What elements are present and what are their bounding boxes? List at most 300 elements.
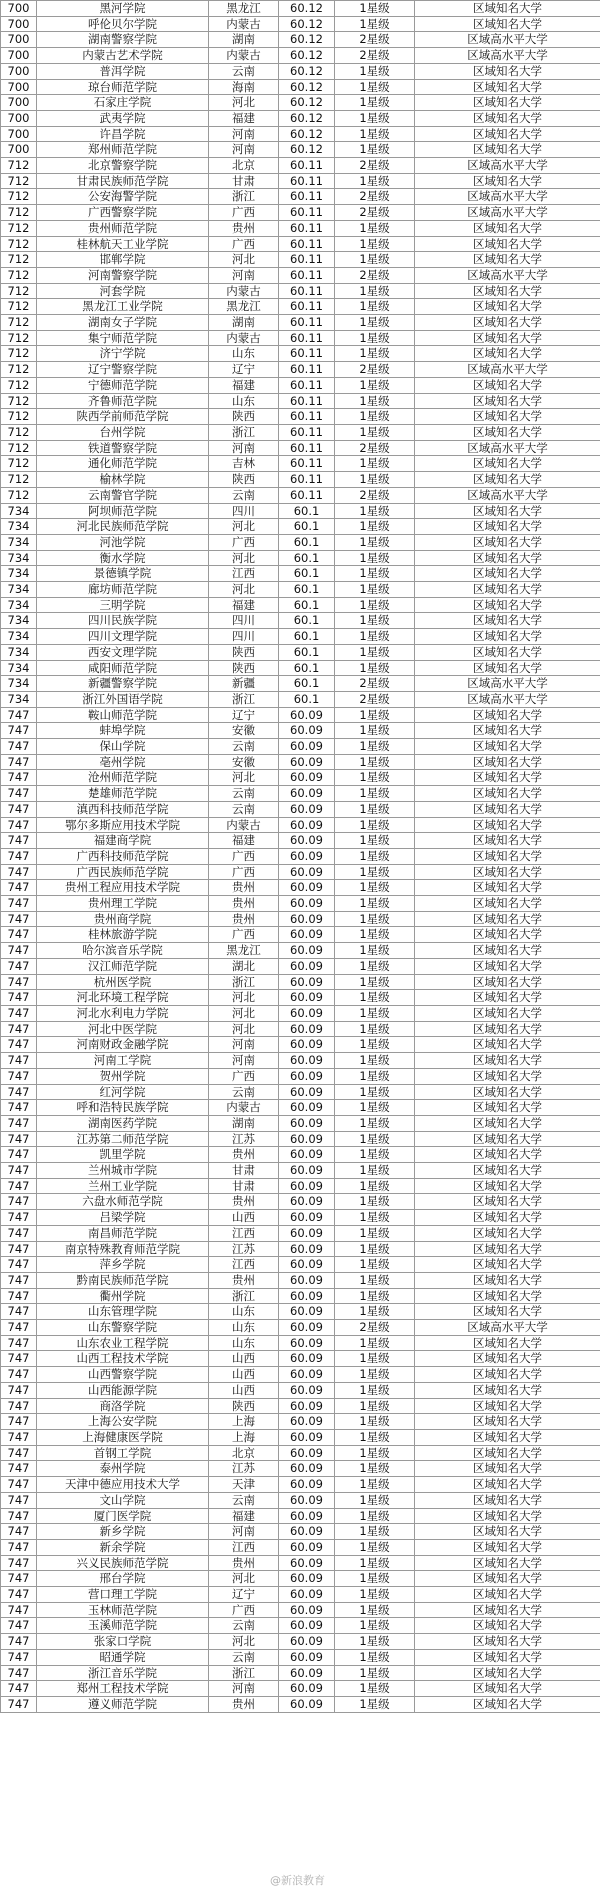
star-level-cell: 1星级 xyxy=(335,833,415,849)
score-cell: 60.11 xyxy=(279,393,335,409)
tier-cell: 区域知名大学 xyxy=(415,644,600,660)
tier-cell: 区域知名大学 xyxy=(415,958,600,974)
score-cell: 60.09 xyxy=(279,1320,335,1336)
school-name-cell: 兰州工业学院 xyxy=(37,1178,209,1194)
rank-cell: 712 xyxy=(1,252,37,268)
rank-cell: 747 xyxy=(1,770,37,786)
star-level-cell: 1星级 xyxy=(335,283,415,299)
school-name-cell: 新疆警察学院 xyxy=(37,676,209,692)
score-cell: 60.11 xyxy=(279,456,335,472)
score-cell: 60.12 xyxy=(279,79,335,95)
rank-cell: 712 xyxy=(1,424,37,440)
province-cell: 河北 xyxy=(209,990,279,1006)
school-name-cell: 玉溪师范学院 xyxy=(37,1618,209,1634)
star-level-cell: 1星级 xyxy=(335,1602,415,1618)
province-cell: 天津 xyxy=(209,1477,279,1493)
tier-cell: 区域知名大学 xyxy=(415,1398,600,1414)
star-level-cell: 2星级 xyxy=(335,267,415,283)
table-row xyxy=(1,754,600,770)
province-cell: 山西 xyxy=(209,1382,279,1398)
rank-cell: 734 xyxy=(1,534,37,550)
school-name-cell: 山西警察学院 xyxy=(37,1367,209,1383)
tier-cell: 区域知名大学 xyxy=(415,1571,600,1587)
score-cell: 60.12 xyxy=(279,48,335,64)
table-row xyxy=(1,1398,600,1414)
province-cell: 辽宁 xyxy=(209,362,279,378)
rank-cell: 747 xyxy=(1,1257,37,1273)
table-row xyxy=(1,409,600,425)
school-name-cell: 黑河学院 xyxy=(37,1,209,17)
school-name-cell: 商洛学院 xyxy=(37,1398,209,1414)
table-row xyxy=(1,739,600,755)
province-cell: 四川 xyxy=(209,613,279,629)
table-row xyxy=(1,1429,600,1445)
score-cell: 60.09 xyxy=(279,1037,335,1053)
school-name-cell: 河北环境工程学院 xyxy=(37,990,209,1006)
rank-cell: 712 xyxy=(1,346,37,362)
table-row xyxy=(1,958,600,974)
school-name-cell: 云南警官学院 xyxy=(37,487,209,503)
school-name-cell: 黑龙江工业学院 xyxy=(37,299,209,315)
star-level-cell: 1星级 xyxy=(335,707,415,723)
school-name-cell: 西安文理学院 xyxy=(37,644,209,660)
tier-cell: 区域知名大学 xyxy=(415,786,600,802)
rank-cell: 747 xyxy=(1,1320,37,1336)
star-level-cell: 1星级 xyxy=(335,424,415,440)
tier-cell: 区域知名大学 xyxy=(415,330,600,346)
tier-cell: 区域知名大学 xyxy=(415,1084,600,1100)
rank-cell: 712 xyxy=(1,330,37,346)
rank-cell: 747 xyxy=(1,1084,37,1100)
tier-cell: 区域知名大学 xyxy=(415,1,600,17)
table-row xyxy=(1,519,600,535)
province-cell: 内蒙古 xyxy=(209,1100,279,1116)
province-cell: 甘肃 xyxy=(209,1178,279,1194)
table-row xyxy=(1,1115,600,1131)
score-cell: 60.11 xyxy=(279,377,335,393)
star-level-cell: 1星级 xyxy=(335,236,415,252)
rank-cell: 734 xyxy=(1,660,37,676)
tier-cell: 区域知名大学 xyxy=(415,1257,600,1273)
rank-cell: 712 xyxy=(1,440,37,456)
table-row xyxy=(1,880,600,896)
score-cell: 60.09 xyxy=(279,1634,335,1650)
province-cell: 江西 xyxy=(209,1539,279,1555)
school-name-cell: 昭通学院 xyxy=(37,1649,209,1665)
rank-cell: 747 xyxy=(1,1649,37,1665)
score-cell: 60.09 xyxy=(279,1555,335,1571)
rank-cell: 734 xyxy=(1,550,37,566)
rank-cell: 712 xyxy=(1,393,37,409)
score-cell: 60.09 xyxy=(279,911,335,927)
table-row xyxy=(1,79,600,95)
tier-cell: 区域知名大学 xyxy=(415,1288,600,1304)
tier-cell: 区域知名大学 xyxy=(415,817,600,833)
score-cell: 60.09 xyxy=(279,1194,335,1210)
star-level-cell: 1星级 xyxy=(335,173,415,189)
score-cell: 60.11 xyxy=(279,189,335,205)
tier-cell: 区域知名大学 xyxy=(415,1367,600,1383)
star-level-cell: 1星级 xyxy=(335,110,415,126)
rank-cell: 712 xyxy=(1,472,37,488)
table-row xyxy=(1,1021,600,1037)
school-name-cell: 呼和浩特民族学院 xyxy=(37,1100,209,1116)
star-level-cell: 1星级 xyxy=(335,1618,415,1634)
score-cell: 60.09 xyxy=(279,1147,335,1163)
province-cell: 浙江 xyxy=(209,1665,279,1681)
province-cell: 河南 xyxy=(209,126,279,142)
table-row xyxy=(1,377,600,393)
tier-cell: 区域知名大学 xyxy=(415,566,600,582)
rank-cell: 700 xyxy=(1,126,37,142)
school-name-cell: 贵州商学院 xyxy=(37,911,209,927)
province-cell: 福建 xyxy=(209,597,279,613)
rank-cell: 747 xyxy=(1,1539,37,1555)
table-row xyxy=(1,1288,600,1304)
star-level-cell: 1星级 xyxy=(335,1210,415,1226)
province-cell: 河北 xyxy=(209,770,279,786)
province-cell: 北京 xyxy=(209,158,279,174)
star-level-cell: 1星级 xyxy=(335,1147,415,1163)
province-cell: 上海 xyxy=(209,1414,279,1430)
rank-cell: 747 xyxy=(1,833,37,849)
score-cell: 60.09 xyxy=(279,707,335,723)
school-name-cell: 湖南警察学院 xyxy=(37,32,209,48)
score-cell: 60.1 xyxy=(279,676,335,692)
score-cell: 60.1 xyxy=(279,644,335,660)
rank-cell: 747 xyxy=(1,1367,37,1383)
school-name-cell: 郑州工程技术学院 xyxy=(37,1681,209,1697)
star-level-cell: 1星级 xyxy=(335,1053,415,1069)
province-cell: 江苏 xyxy=(209,1241,279,1257)
tier-cell: 区域知名大学 xyxy=(415,393,600,409)
rank-cell: 747 xyxy=(1,1241,37,1257)
star-level-cell: 2星级 xyxy=(335,1320,415,1336)
rank-cell: 747 xyxy=(1,1037,37,1053)
tier-cell: 区域知名大学 xyxy=(415,236,600,252)
tier-cell: 区域知名大学 xyxy=(415,1021,600,1037)
school-name-cell: 南昌师范学院 xyxy=(37,1225,209,1241)
province-cell: 辽宁 xyxy=(209,1587,279,1603)
rank-cell: 700 xyxy=(1,79,37,95)
table-row xyxy=(1,534,600,550)
star-level-cell: 1星级 xyxy=(335,566,415,582)
school-name-cell: 浙江音乐学院 xyxy=(37,1665,209,1681)
rank-cell: 747 xyxy=(1,1272,37,1288)
score-cell: 60.12 xyxy=(279,63,335,79)
table-row xyxy=(1,896,600,912)
tier-cell: 区域知名大学 xyxy=(415,597,600,613)
rank-cell: 747 xyxy=(1,1461,37,1477)
star-level-cell: 1星级 xyxy=(335,1508,415,1524)
tier-cell: 区域知名大学 xyxy=(415,1163,600,1179)
province-cell: 甘肃 xyxy=(209,1163,279,1179)
table-row xyxy=(1,1571,600,1587)
star-level-cell: 1星级 xyxy=(335,330,415,346)
rank-cell: 747 xyxy=(1,1021,37,1037)
score-cell: 60.09 xyxy=(279,1100,335,1116)
score-cell: 60.1 xyxy=(279,613,335,629)
tier-cell: 区域知名大学 xyxy=(415,173,600,189)
score-cell: 60.12 xyxy=(279,1,335,17)
score-cell: 60.11 xyxy=(279,472,335,488)
score-cell: 60.09 xyxy=(279,1288,335,1304)
score-cell: 60.09 xyxy=(279,1335,335,1351)
rank-cell: 747 xyxy=(1,927,37,943)
province-cell: 福建 xyxy=(209,833,279,849)
star-level-cell: 1星级 xyxy=(335,1351,415,1367)
tier-cell: 区域高水平大学 xyxy=(415,158,600,174)
school-name-cell: 湖南女子学院 xyxy=(37,315,209,331)
rank-cell: 734 xyxy=(1,597,37,613)
province-cell: 云南 xyxy=(209,1649,279,1665)
school-name-cell: 保山学院 xyxy=(37,739,209,755)
school-name-cell: 兴义民族师范学院 xyxy=(37,1555,209,1571)
province-cell: 湖南 xyxy=(209,32,279,48)
province-cell: 广西 xyxy=(209,1602,279,1618)
school-name-cell: 湖南医药学院 xyxy=(37,1115,209,1131)
table-row xyxy=(1,1524,600,1540)
table-row xyxy=(1,644,600,660)
star-level-cell: 1星级 xyxy=(335,1524,415,1540)
school-name-cell: 通化师范学院 xyxy=(37,456,209,472)
tier-cell: 区域知名大学 xyxy=(415,927,600,943)
tier-cell: 区域高水平大学 xyxy=(415,32,600,48)
tier-cell: 区域知名大学 xyxy=(415,1524,600,1540)
table-row xyxy=(1,110,600,126)
province-cell: 河南 xyxy=(209,440,279,456)
star-level-cell: 1星级 xyxy=(335,911,415,927)
school-name-cell: 廊坊师范学院 xyxy=(37,582,209,598)
rank-cell: 747 xyxy=(1,911,37,927)
score-cell: 60.11 xyxy=(279,299,335,315)
province-cell: 湖南 xyxy=(209,1115,279,1131)
rank-cell: 712 xyxy=(1,456,37,472)
tier-cell: 区域知名大学 xyxy=(415,472,600,488)
province-cell: 云南 xyxy=(209,487,279,503)
score-cell: 60.09 xyxy=(279,1665,335,1681)
rank-cell: 712 xyxy=(1,205,37,221)
rank-cell: 712 xyxy=(1,220,37,236)
rank-cell: 747 xyxy=(1,1524,37,1540)
score-cell: 60.09 xyxy=(279,1257,335,1273)
star-level-cell: 2星级 xyxy=(335,487,415,503)
score-cell: 60.09 xyxy=(279,1571,335,1587)
school-name-cell: 兰州城市学院 xyxy=(37,1163,209,1179)
tier-cell: 区域知名大学 xyxy=(415,1178,600,1194)
score-cell: 60.09 xyxy=(279,1508,335,1524)
star-level-cell: 1星级 xyxy=(335,63,415,79)
star-level-cell: 1星级 xyxy=(335,644,415,660)
tier-cell: 区域知名大学 xyxy=(415,911,600,927)
school-name-cell: 阿坝师范学院 xyxy=(37,503,209,519)
province-cell: 贵州 xyxy=(209,1696,279,1712)
table-row xyxy=(1,267,600,283)
tier-cell: 区域高水平大学 xyxy=(415,189,600,205)
table-row xyxy=(1,1241,600,1257)
tier-cell: 区域知名大学 xyxy=(415,1445,600,1461)
table-row xyxy=(1,1006,600,1022)
school-name-cell: 贺州学院 xyxy=(37,1068,209,1084)
tier-cell: 区域知名大学 xyxy=(415,1555,600,1571)
score-cell: 60.09 xyxy=(279,739,335,755)
province-cell: 山东 xyxy=(209,1320,279,1336)
province-cell: 云南 xyxy=(209,1084,279,1100)
tier-cell: 区域知名大学 xyxy=(415,1665,600,1681)
tier-cell: 区域知名大学 xyxy=(415,503,600,519)
table-row xyxy=(1,1147,600,1163)
score-cell: 60.12 xyxy=(279,126,335,142)
tier-cell: 区域知名大学 xyxy=(415,1461,600,1477)
table-row xyxy=(1,330,600,346)
school-name-cell: 河北民族师范学院 xyxy=(37,519,209,535)
school-name-cell: 鄂尔多斯应用技术学院 xyxy=(37,817,209,833)
star-level-cell: 1星级 xyxy=(335,1555,415,1571)
table-row xyxy=(1,927,600,943)
tier-cell: 区域知名大学 xyxy=(415,1225,600,1241)
rank-cell: 734 xyxy=(1,629,37,645)
table-row xyxy=(1,362,600,378)
rank-cell: 734 xyxy=(1,644,37,660)
rank-cell: 747 xyxy=(1,1414,37,1430)
province-cell: 陕西 xyxy=(209,660,279,676)
school-name-cell: 三明学院 xyxy=(37,597,209,613)
score-cell: 60.09 xyxy=(279,1163,335,1179)
rank-cell: 747 xyxy=(1,723,37,739)
province-cell: 内蒙古 xyxy=(209,330,279,346)
rank-cell: 747 xyxy=(1,1429,37,1445)
school-name-cell: 贵州师范学院 xyxy=(37,220,209,236)
tier-cell: 区域知名大学 xyxy=(415,79,600,95)
star-level-cell: 1星级 xyxy=(335,126,415,142)
star-level-cell: 1星级 xyxy=(335,660,415,676)
table-row xyxy=(1,1508,600,1524)
table-row xyxy=(1,676,600,692)
tier-cell: 区域知名大学 xyxy=(415,1147,600,1163)
table-row xyxy=(1,613,600,629)
star-level-cell: 1星级 xyxy=(335,519,415,535)
school-name-cell: 河北水利电力学院 xyxy=(37,1006,209,1022)
table-row xyxy=(1,1335,600,1351)
province-cell: 贵州 xyxy=(209,896,279,912)
rank-cell: 734 xyxy=(1,691,37,707)
star-level-cell: 1星级 xyxy=(335,1304,415,1320)
province-cell: 贵州 xyxy=(209,880,279,896)
tier-cell: 区域高水平大学 xyxy=(415,205,600,221)
province-cell: 河南 xyxy=(209,142,279,158)
score-cell: 60.09 xyxy=(279,833,335,849)
rank-cell: 700 xyxy=(1,32,37,48)
school-name-cell: 呼伦贝尔学院 xyxy=(37,16,209,32)
score-cell: 60.09 xyxy=(279,1131,335,1147)
rank-cell: 747 xyxy=(1,943,37,959)
table-row xyxy=(1,848,600,864)
school-name-cell: 四川民族学院 xyxy=(37,613,209,629)
tier-cell: 区域知名大学 xyxy=(415,1037,600,1053)
school-name-cell: 杭州医学院 xyxy=(37,974,209,990)
rank-cell: 712 xyxy=(1,362,37,378)
tier-cell: 区域知名大学 xyxy=(415,142,600,158)
table-row xyxy=(1,48,600,64)
school-name-cell: 红河学院 xyxy=(37,1084,209,1100)
school-name-cell: 张家口学院 xyxy=(37,1634,209,1650)
table-row xyxy=(1,63,600,79)
table-row xyxy=(1,1257,600,1273)
table-row xyxy=(1,1602,600,1618)
province-cell: 河南 xyxy=(209,267,279,283)
rank-cell: 700 xyxy=(1,95,37,111)
score-cell: 60.11 xyxy=(279,409,335,425)
tier-cell: 区域知名大学 xyxy=(415,315,600,331)
rank-cell: 747 xyxy=(1,1163,37,1179)
school-name-cell: 遵义师范学院 xyxy=(37,1696,209,1712)
tier-cell: 区域高水平大学 xyxy=(415,676,600,692)
rank-cell: 700 xyxy=(1,142,37,158)
school-name-cell: 榆林学院 xyxy=(37,472,209,488)
table-row xyxy=(1,1053,600,1069)
tier-cell: 区域知名大学 xyxy=(415,346,600,362)
table-row xyxy=(1,16,600,32)
school-name-cell: 哈尔滨音乐学院 xyxy=(37,943,209,959)
tier-cell: 区域知名大学 xyxy=(415,1508,600,1524)
province-cell: 广西 xyxy=(209,927,279,943)
score-cell: 60.11 xyxy=(279,236,335,252)
table-row xyxy=(1,1665,600,1681)
score-cell: 60.09 xyxy=(279,786,335,802)
tier-cell: 区域知名大学 xyxy=(415,519,600,535)
tier-cell: 区域知名大学 xyxy=(415,1194,600,1210)
province-cell: 河北 xyxy=(209,95,279,111)
province-cell: 河北 xyxy=(209,1571,279,1587)
star-level-cell: 1星级 xyxy=(335,1257,415,1273)
table-row xyxy=(1,283,600,299)
province-cell: 广西 xyxy=(209,236,279,252)
score-cell: 60.11 xyxy=(279,346,335,362)
star-level-cell: 1星级 xyxy=(335,1367,415,1383)
school-name-cell: 河南工学院 xyxy=(37,1053,209,1069)
province-cell: 北京 xyxy=(209,1445,279,1461)
star-level-cell: 1星级 xyxy=(335,974,415,990)
rank-cell: 747 xyxy=(1,1587,37,1603)
table-row xyxy=(1,1304,600,1320)
score-cell: 60.09 xyxy=(279,1414,335,1430)
school-name-cell: 衢州学院 xyxy=(37,1288,209,1304)
table-row xyxy=(1,189,600,205)
tier-cell: 区域知名大学 xyxy=(415,1618,600,1634)
table-row xyxy=(1,723,600,739)
score-cell: 60.09 xyxy=(279,1649,335,1665)
tier-cell: 区域知名大学 xyxy=(415,896,600,912)
rank-cell: 747 xyxy=(1,817,37,833)
star-level-cell: 2星级 xyxy=(335,158,415,174)
table-row xyxy=(1,158,600,174)
score-cell: 60.12 xyxy=(279,110,335,126)
province-cell: 陕西 xyxy=(209,472,279,488)
province-cell: 内蒙古 xyxy=(209,48,279,64)
table-row xyxy=(1,205,600,221)
province-cell: 陕西 xyxy=(209,409,279,425)
table-row xyxy=(1,629,600,645)
score-cell: 60.1 xyxy=(279,582,335,598)
province-cell: 河北 xyxy=(209,582,279,598)
school-name-cell: 凯里学院 xyxy=(37,1147,209,1163)
star-level-cell: 1星级 xyxy=(335,1398,415,1414)
rank-cell: 712 xyxy=(1,158,37,174)
school-name-cell: 上海健康医学院 xyxy=(37,1429,209,1445)
school-name-cell: 咸阳师范学院 xyxy=(37,660,209,676)
rank-cell: 712 xyxy=(1,267,37,283)
score-cell: 60.09 xyxy=(279,1304,335,1320)
